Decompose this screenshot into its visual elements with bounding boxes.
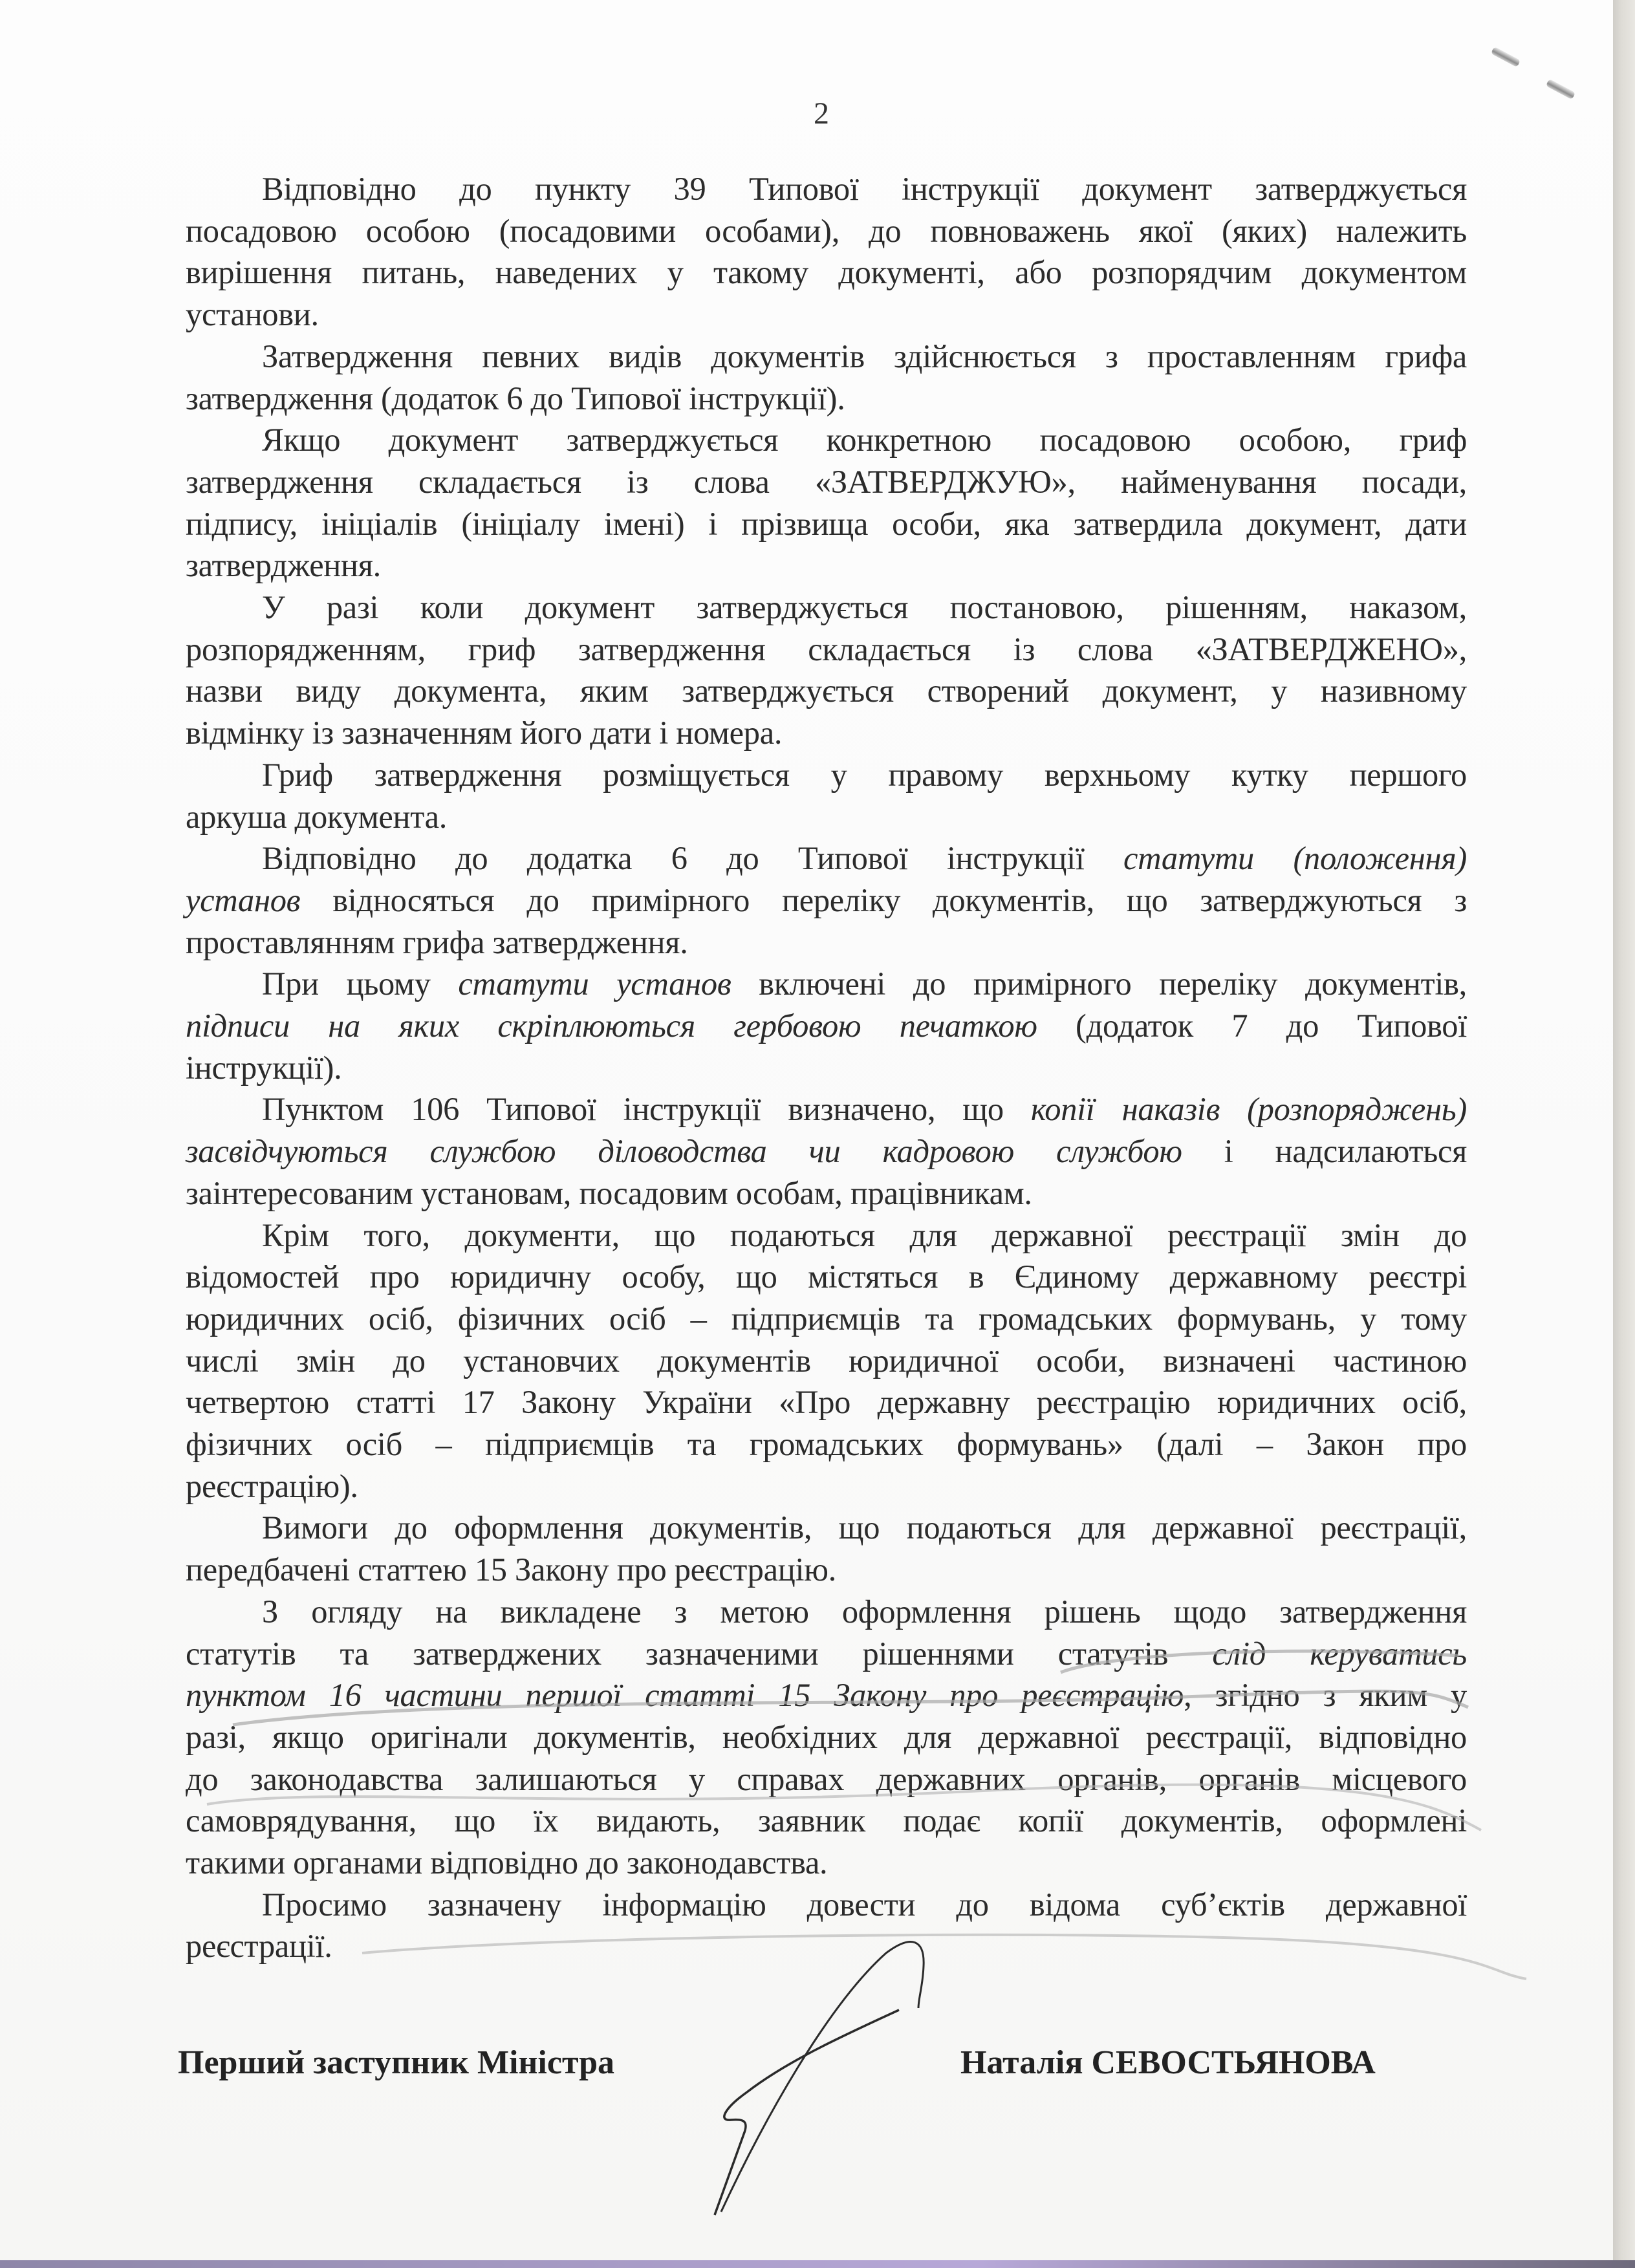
text-run: Вимоги до оформлення документів, що подаються для державної реєстрації, [262, 1509, 1467, 1546]
text-run: четвертою статті 17 Закону України «Про державну реєстрацію юридичних осіб, [186, 1384, 1467, 1421]
text-run: Пунктом 106 Типової інструкції визначено, що [262, 1091, 1031, 1128]
text-run: Відповідно до пункту 39 Типової інструкції документ затверджується [262, 171, 1467, 207]
text-run: реєстрації. [186, 1928, 332, 1965]
text-line [186, 1676, 1467, 1714]
signature-stroke-loop [721, 1942, 924, 2212]
text-run: до законодавства залишаються у справах державних органів, органів місцевого [186, 1760, 1467, 1797]
text-line [186, 1550, 1467, 1589]
italic-text-run: копії наказів (розпоряджень) [1030, 1091, 1467, 1128]
text-run: статутів та затверджених зазначеними рішеннями статутів [186, 1635, 1213, 1672]
text-line [186, 295, 1467, 334]
text-line [186, 671, 1467, 710]
text-line [186, 253, 1467, 292]
italic-text-run: установ [186, 881, 301, 918]
italic-text-run: засвідчуються службою діловодства чи кадровою службою [186, 1133, 1182, 1170]
text-line [186, 1048, 1467, 1087]
text-run: відносяться до примірного переліку документів, що затверджуються з [300, 881, 1467, 918]
signatory-name: Наталія СЕВОСТЬЯНОВА [960, 2044, 1376, 2081]
text-line [186, 462, 1467, 501]
text-line [186, 1174, 1467, 1213]
text-run: У разі коли документ затверджується постановою, рішенням, наказом, [262, 589, 1467, 625]
text-run: затвердження. [186, 547, 382, 584]
text-line [186, 1299, 1467, 1338]
text-line [262, 1885, 1467, 1924]
text-run: Крім того, документи, що подаються для державної реєстрації змін до [262, 1216, 1467, 1253]
text-run: затвердження складається із слова «ЗАТВЕРДЖУЮ», найменування посади, [186, 463, 1467, 500]
text-run: фізичних осіб – підприємців та громадських формувань» (далі – Закон про [186, 1426, 1467, 1462]
text-line [262, 1216, 1467, 1255]
text-run: Якщо документ затверджується конкретною посадовою особою, гриф [262, 422, 1467, 459]
text-run: посадовою особою (посадовими особами), до повноважень якої (яких) належить [186, 212, 1467, 249]
text-run: назви виду документа, яким затверджується створений документ, у називному [186, 673, 1467, 709]
text-run: установи. [186, 296, 319, 333]
text-line [262, 964, 1467, 1003]
italic-text-run: підписи на яких скріплюються гербовою печаткою [186, 1008, 1037, 1044]
text-run: З огляду на викладене з метою оформлення рішень щодо затвердження [262, 1593, 1467, 1630]
text-run: Відповідно до додатка 6 до Типової інструкції [262, 840, 1124, 877]
text-line [186, 1006, 1467, 1045]
text-run: , згідно з яким у [1184, 1677, 1467, 1714]
italic-text-run: статути установ [458, 966, 731, 1002]
text-line [262, 169, 1467, 208]
text-run: (додаток 7 до Типової [1037, 1008, 1467, 1044]
text-run: Затвердження певних видів документів здійснюється з проставленням грифа [262, 338, 1467, 374]
text-line [262, 755, 1467, 794]
text-run: відомостей про юридичну особу, що містяться в Єдиному державному реєстрі [186, 1258, 1467, 1295]
text-line [186, 504, 1467, 543]
handwritten-signature [634, 1927, 996, 2263]
text-line [186, 713, 1467, 752]
text-run: аркуша документа. [186, 798, 448, 835]
text-line [186, 630, 1467, 669]
italic-text-run: слід керуватись [1212, 1635, 1467, 1672]
text-line [186, 1341, 1467, 1380]
scan-edge-right [1613, 0, 1635, 2268]
text-line [186, 1718, 1467, 1756]
text-line [186, 1383, 1467, 1421]
text-line [262, 337, 1467, 376]
text-line [186, 546, 1467, 585]
text-line [262, 1508, 1467, 1547]
text-line [186, 1843, 1467, 1882]
text-run: реєстрацію). [186, 1467, 358, 1504]
text-run: заінтересованим установам, посадовим особам, працівникам. [186, 1174, 1032, 1211]
text-run: юридичних осіб, фізичних осіб – підприємців та громадських формувань, у тому [186, 1300, 1467, 1337]
text-line [186, 1257, 1467, 1296]
italic-text-run: статути (положення) [1123, 840, 1467, 877]
text-line [262, 839, 1467, 878]
text-line [186, 1425, 1467, 1463]
text-line [186, 1132, 1467, 1171]
text-line [186, 797, 1467, 836]
text-run: вирішення питань, наведених у такому документі, або розпорядчим документом [186, 254, 1467, 291]
text-run: числі змін до установчих документів юридичної особи, визначені частиною [186, 1342, 1467, 1379]
text-run: і надсилаються [1182, 1133, 1467, 1170]
text-run: самоврядування, що їх видають, заявник подає копії документів, оформлені [186, 1802, 1467, 1839]
text-line [186, 881, 1467, 920]
text-line [186, 379, 1467, 418]
text-run: відмінку із зазначенням його дати і номера. [186, 715, 783, 751]
text-run: передбачені статтею 15 Закону про реєстрацію. [186, 1551, 836, 1588]
text-run: такими органами відповідно до законодавства. [186, 1844, 828, 1881]
text-run: розпорядженням, гриф затвердження складається із слова «ЗАТВЕРДЖЕНО», [186, 631, 1467, 667]
text-line [186, 1634, 1467, 1673]
text-line [262, 1592, 1467, 1631]
text-line [262, 1090, 1467, 1129]
text-run: проставлянням грифа затвердження. [186, 923, 688, 960]
text-line [262, 420, 1467, 459]
signature-stroke-main [715, 2010, 899, 2215]
text-line [262, 588, 1467, 627]
signatory-title: Перший заступник Міністра [178, 2044, 615, 2081]
text-run: Гриф затвердження розміщується у правому верхньому кутку першого [262, 756, 1467, 793]
text-line [186, 211, 1467, 250]
text-run: Просимо зазначену інформацію довести до відома суб’єктів державної [262, 1886, 1467, 1923]
text-run: інструкції). [186, 1049, 342, 1086]
text-line [186, 1467, 1467, 1506]
italic-text-run: пунктом 16 частини першої статті 15 Закону про реєстрацію [186, 1677, 1184, 1714]
text-run: включені до примірного переліку документів, [731, 966, 1467, 1002]
text-line [186, 1760, 1467, 1798]
page-number: 2 [814, 96, 829, 131]
text-run: затвердження (додаток 6 до Типової інструкції). [186, 380, 845, 416]
text-run: При цьому [262, 966, 459, 1002]
text-run: разі, якщо оригінали документів, необхідних для державної реєстрації, відповідно [186, 1718, 1467, 1755]
text-line [186, 923, 1467, 962]
text-line [186, 1801, 1467, 1840]
text-run: підпису, ініціалів (ініціалу імені) і прізвища особи, яка затвердила документ, дати [186, 505, 1467, 542]
